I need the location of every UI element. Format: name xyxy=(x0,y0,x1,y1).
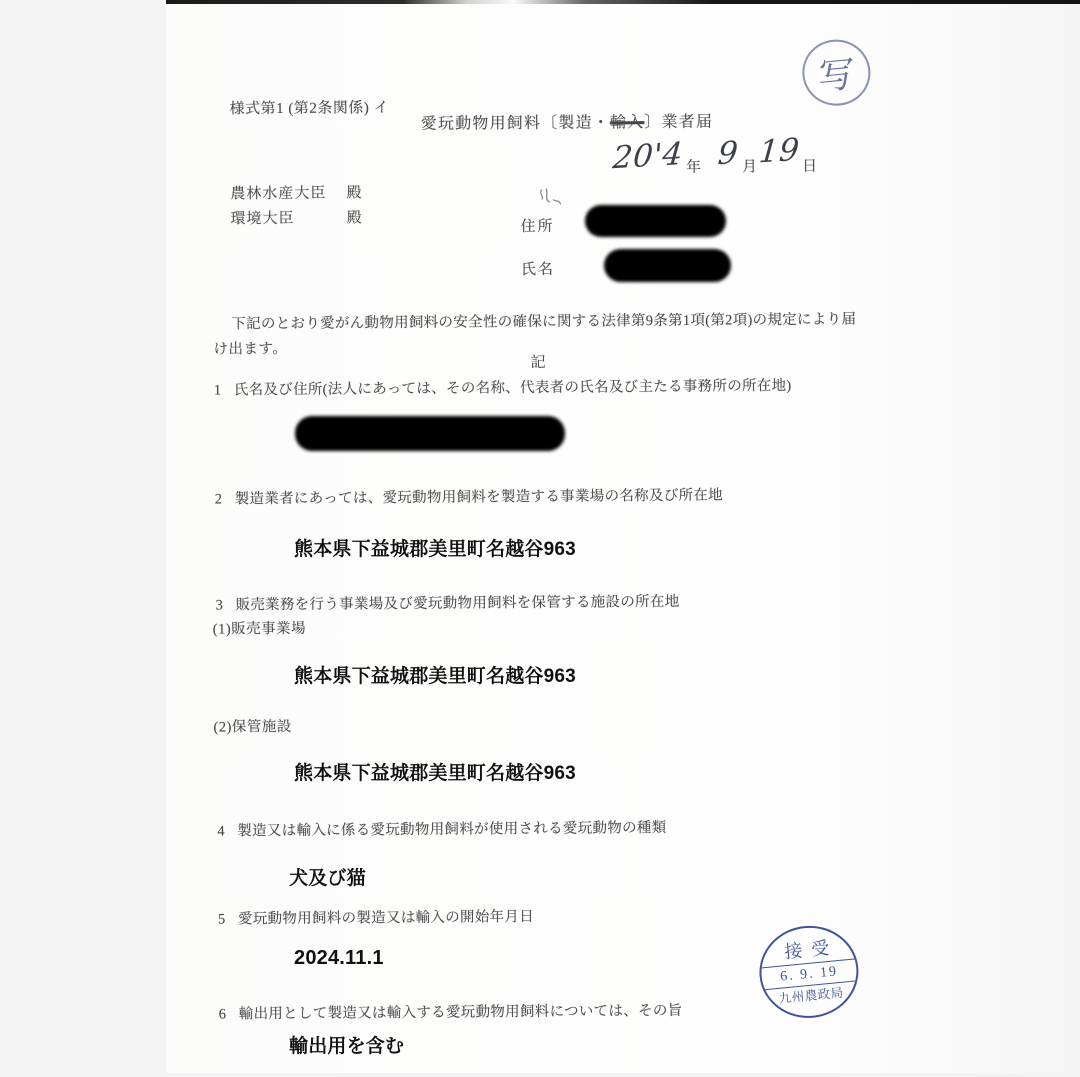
item-number: 4 xyxy=(217,823,225,840)
title-struck-word: 輸入 xyxy=(609,114,645,132)
year-unit-label: 年 xyxy=(686,159,702,176)
address-label: 住所 xyxy=(520,218,555,236)
name-label: 氏名 xyxy=(520,261,555,279)
item-text: 氏名及び住所(法人にあっては、その名称、代表者の氏名及び主たる事務所の所在地) xyxy=(233,378,792,399)
item-text: 販売業務を行う事業場及び愛玩動物用飼料を保管する施設の所在地 xyxy=(235,593,680,614)
addressee-name: 環境大臣 xyxy=(230,210,295,228)
intro-paragraph-line1: 下記のとおり愛がん動物用飼料の安全性の確保に関する法律第9条第1項(第2項)の規定により届 xyxy=(231,311,857,333)
handwritten-day: 19 xyxy=(757,131,801,171)
form-code: 様式第1 (第2条関係) イ xyxy=(229,100,390,118)
handwritten-month: 9 xyxy=(716,134,740,173)
reception-stamp-date: 6. 9. 19 xyxy=(761,958,858,990)
item-text: 製造業者にあっては、愛玩動物用飼料を製造する事業場の名称及び所在地 xyxy=(234,487,724,508)
record-marker: 記 xyxy=(530,354,547,372)
item-number: 3 xyxy=(215,597,224,614)
item-text: 製造又は輸入に係る愛玩動物用飼料が使用される愛玩動物の種類 xyxy=(237,820,667,840)
day-unit-label: 日 xyxy=(802,158,818,175)
copy-stamp-character: 写 xyxy=(817,53,855,98)
item-3-sub-2-label: (2)保管施設 xyxy=(213,718,292,736)
item-5-answer: 2024.11.1 xyxy=(294,947,384,969)
item-number: 2 xyxy=(214,491,223,508)
item-6-answer: 輸出用を含む xyxy=(289,1036,405,1057)
month-unit-label: 月 xyxy=(742,159,758,176)
item-number: 1 xyxy=(213,382,222,399)
item-3-sub-1-answer: 熊本県下益城郡美里町名越谷963 xyxy=(294,666,576,687)
redaction-bar-item1 xyxy=(295,416,565,451)
title-prefix: 愛玩動物用飼料〔製造・ xyxy=(420,114,611,133)
reception-stamp-title: 接受 xyxy=(783,936,840,962)
title-suffix: 〕業者届 xyxy=(644,113,714,132)
addressee-honorific: 殿 xyxy=(346,185,363,202)
addressee-honorific: 殿 xyxy=(346,210,363,227)
item-text: 愛玩動物用飼料の製造又は輸入の開始年月日 xyxy=(237,909,535,928)
addressee-name: 農林水産大臣 xyxy=(230,185,327,203)
intro-paragraph-line2: け出ます。 xyxy=(213,340,288,358)
item-number: 6 xyxy=(218,1006,227,1023)
handwritten-year: 20'4 xyxy=(611,136,685,177)
item-3-sub-2-answer: 熊本県下益城郡美里町名越谷963 xyxy=(294,763,576,784)
item-text: 輸出用として製造又は輸入する愛玩動物用飼料については、その旨 xyxy=(238,1002,683,1023)
item-number: 5 xyxy=(217,911,226,928)
reception-stamp-office: 九州農政局 xyxy=(778,985,845,1006)
item-4-answer: 犬及び猫 xyxy=(289,868,366,889)
redaction-bar-name xyxy=(604,249,731,282)
item-3-sub-1-label: (1)販売事業場 xyxy=(212,620,307,638)
item-2-answer: 熊本県下益城郡美里町名越谷963 xyxy=(294,539,576,560)
redaction-bar-address xyxy=(585,205,726,237)
